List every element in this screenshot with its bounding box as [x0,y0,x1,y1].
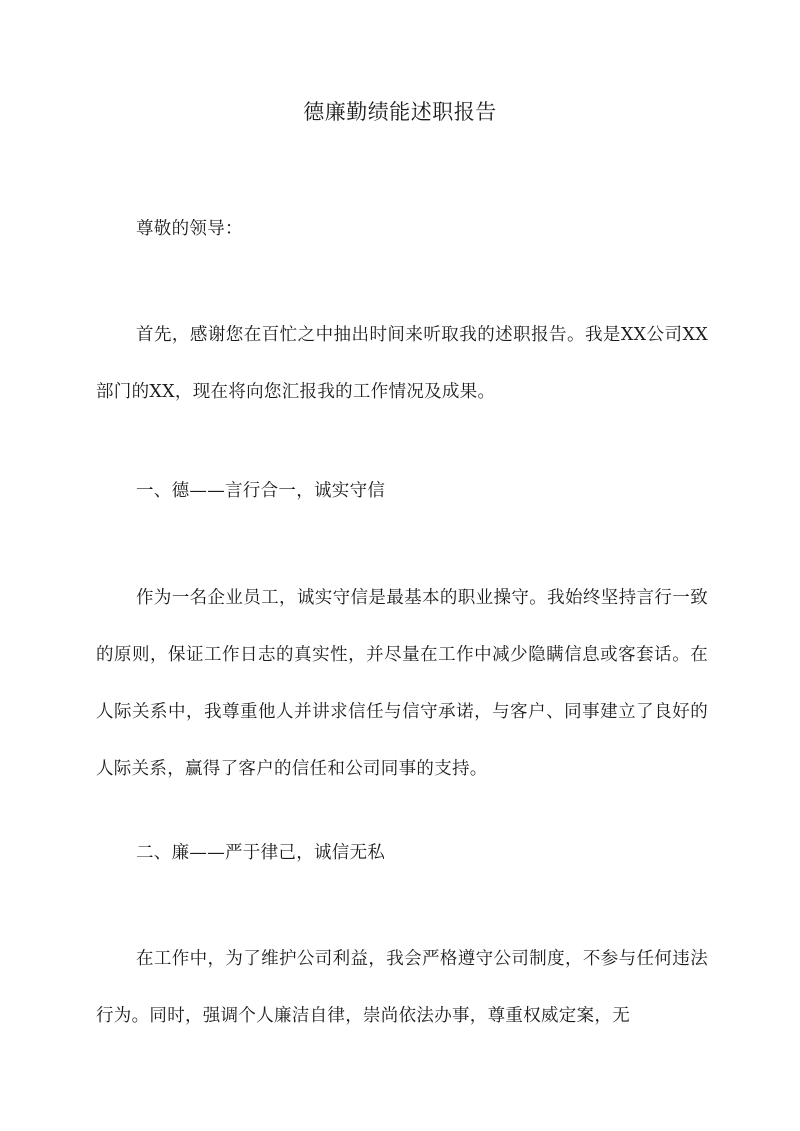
intro-paragraph: 首先，感谢您在百忙之中抽出时间来听取我的述职报告。我是XX公司XX部门的XX，现在将向您汇报我的工作情况及成果。 [96,325,708,402]
section-body-de: 作为一名企业员工，诚实守信是最基本的职业操守。我始终坚持言行一致的原则，保证工作日志的真实性，并尽量在工作中减少隐瞒信息或客套话。在人际关系中，我尊重他人并讲求信任与信守承诺，与客户、同事建立了良好的人际关系，赢得了客户的信任和公司同事的支持。 [96,588,708,779]
section-body-lian: 在工作中，为了维护公司利益，我会严格遵守公司制度，不参与任何违法行为。同时，强调个人廉洁自律，崇尚依法办事，尊重权威定案，无 [96,949,708,1026]
section-heading-de: 一、德——言行合一，诚实守信 [136,481,386,501]
document-title: 德廉勤绩能述职报告 [303,100,497,124]
salutation: 尊敬的领导： [136,219,243,239]
section-heading-lian: 二、廉——严于律己，诚信无私 [136,843,386,863]
